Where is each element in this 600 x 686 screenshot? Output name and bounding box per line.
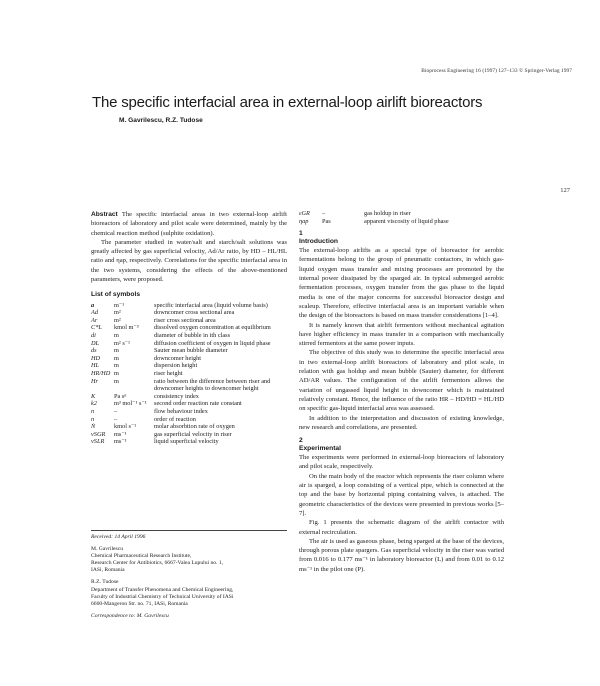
symbol-name: vSLR <box>91 438 105 446</box>
symbol-row <box>299 210 504 218</box>
page-number: 127 <box>560 187 570 194</box>
affiliation-line: Chemical Pharmaceutical Research Institute, <box>91 553 192 560</box>
affiliation-line: IASi, Romania <box>91 567 125 574</box>
symbol-name: n <box>91 415 95 423</box>
symbol-unit: – <box>322 210 326 217</box>
symbol-row <box>91 309 287 317</box>
abstract-label: Abstract <box>91 211 118 218</box>
section-1-title: Introduction <box>299 238 339 246</box>
symbol-unit: m⁻¹ <box>114 301 125 309</box>
exp-para2: On the main body of the reactor which represents the riser column where air is sparged, a loop consisting of a vertical pipe, which is connected at the top and the base by horizontal piping containing valves, is attached. The geometric characteristics of the devices were presented in previous works [5–7]. <box>299 472 504 517</box>
intro-para1: The external-loop airlifts as a special type of bioreactor for aerobic fermentations belong to the group of pneumatic contactors, in which gas-liquid oxygen mass transfer and mixing processes are promoted by the internal power dissipated by the sparged air. In typical submerged aerobic fermentation processes, oxygen transfer from the gas phase to the liquid media is one of the major concerns for successful bioreactor design and scaleup. Therefore, effective interfacial area is an important variable when the design of the bioreactors is based on mass transfer considerations [1–4]. <box>299 247 504 320</box>
symbol-name: Ar <box>91 316 98 324</box>
symbol-name: ds <box>91 347 97 355</box>
symbol-name: K <box>91 392 96 400</box>
section-1-number: 1 <box>299 230 303 238</box>
correspondence: Correspondence to: M. Gavrilescu <box>91 612 169 619</box>
symbol-unit: Pas <box>322 217 331 225</box>
symbol-description: riser height <box>154 370 183 378</box>
symbol-unit: – <box>114 415 118 423</box>
symbol-unit: m³ mol⁻¹ s⁻¹ <box>114 400 147 408</box>
symbol-name: HR/HD <box>91 370 111 378</box>
symbol-row <box>91 317 287 325</box>
symbol-name: Ṅ <box>91 423 96 431</box>
symbol-description: downcomer height <box>154 354 202 362</box>
symbol-description: order of reaction <box>154 415 196 423</box>
journal-citation: Bioprocess Engineering 16 (1997) 127–133 © Springer-Verlag 1997 <box>421 68 572 74</box>
affiliation-line: R.Z. Tudose <box>91 579 119 586</box>
right-column <box>299 210 504 574</box>
symbol-name: ηap <box>299 217 309 225</box>
abstract-para2: The parameter studied in water/salt and starch/salt solutions was greatly affected by gas superficial velocity, Ad/Ar ratio, by HD – HL/HL ratio and ηap, respectively. Correlations for the specific interfacial area in the two systems, considering the effects of the above-mentioned parameters, were proposed. <box>91 238 287 284</box>
symbol-unit: kmol m⁻³ <box>114 324 139 332</box>
symbol-description: riser cross sectional area <box>154 316 216 324</box>
symbol-unit: m <box>114 362 119 370</box>
footnotes <box>91 534 287 620</box>
symbol-description: consistency index <box>154 392 199 400</box>
symbol-row <box>91 324 287 332</box>
symbol-description: Sauter mean bubble diameter <box>154 347 228 355</box>
symbol-name: HD <box>91 354 101 362</box>
symbol-name: C*L <box>91 324 102 332</box>
intro-para3: The objective of this study was to determine the specific interfacial area in two external-loop airlift bioreactors of laboratory and pilot scale, in relation with gas holdup and mean bubble (Sauter) diameter, for different AD/AR values. The configuration of the airlift fermentors allows the variation of ungassed liquid height in downcomer which is maintained relatively constant. Hence, the influence of the ratio HR – HD/HD = HL/HD on specific gas-liquid interfacial area was assessed. <box>299 349 504 413</box>
symbol-unit: – <box>114 407 118 415</box>
symbol-description: downcomer cross sectional area <box>154 309 235 317</box>
symbols-list <box>91 302 287 446</box>
symbol-row <box>299 218 504 226</box>
affiliation-line: Faculty of Industrial Chemistry of Technical University of IASi <box>91 593 234 600</box>
symbol-row <box>91 393 287 401</box>
symbol-name: n <box>91 407 95 415</box>
symbol-row <box>91 408 287 416</box>
symbol-unit: m <box>114 347 119 355</box>
affiliation-line: Research Center for Antibiotics, 6667-Valea Lupului no. 1, <box>91 560 224 567</box>
symbol-description: specific interfacial area (liquid volume basis) <box>154 301 268 309</box>
symbol-name: Ad <box>91 309 98 317</box>
symbol-row <box>91 431 287 439</box>
symbol-unit: m² s⁻¹ <box>114 339 131 347</box>
symbol-description: dissolved oxygen concentration at equilibrium <box>154 324 271 332</box>
section-2-title: Experimental <box>299 445 341 453</box>
symbol-name: Hr <box>91 377 98 385</box>
affiliation-author1 <box>91 546 287 574</box>
symbol-description: second order reaction rate constant <box>154 400 242 408</box>
symbol-unit: m <box>114 370 119 378</box>
symbol-name: k2 <box>91 400 97 408</box>
affiliation-line: 6600-Mangeron Str. no. 71, IASi, Romania <box>91 600 188 607</box>
symbols-title: List of symbols <box>91 291 141 299</box>
symbol-row <box>91 302 287 310</box>
symbol-row <box>91 400 287 408</box>
symbol-description: ratio between the difference between riser and downcomer heights to downcomer height <box>154 377 271 393</box>
symbol-description: gas holdup in riser <box>364 210 411 217</box>
symbol-description: flow behaviour index <box>154 407 208 415</box>
symbol-name: εGR <box>299 210 310 217</box>
exp-para3: Fig. 1 presents the schematic diagram of the airlift contactor with external recirculation. <box>299 519 504 536</box>
paper-authors: M. Gavrilescu, R.Z. Tudose <box>119 117 203 124</box>
symbol-description: dispersion height <box>154 362 198 370</box>
symbol-unit: ms⁻¹ <box>114 430 127 438</box>
symbol-unit: kmol s⁻¹ <box>114 423 137 431</box>
paper-title: The specific interfacial area in external-loop airlift bioreactors <box>92 94 483 111</box>
symbol-description: gas superficial velocity in riser <box>154 430 232 438</box>
affiliation-line: M. Gavrilescu <box>91 546 124 553</box>
symbol-description: diffusion coefficient of oxygen in liquid phase <box>154 339 271 347</box>
symbol-name: HL <box>91 362 100 370</box>
symbol-unit: m² <box>114 316 121 324</box>
footnote-divider <box>91 530 287 531</box>
symbol-unit: ms⁻¹ <box>114 438 127 446</box>
symbol-row <box>91 347 287 355</box>
affiliation-author2 <box>91 579 287 607</box>
symbol-row <box>91 378 287 393</box>
left-column <box>91 210 287 446</box>
symbol-row <box>91 362 287 370</box>
abstract-para1 <box>91 210 287 238</box>
symbol-unit: m <box>114 377 119 385</box>
symbol-row <box>91 370 287 378</box>
exp-para1: The experiments were performed in external-loop bioreactors of laboratory and pilot scale, respectively. <box>299 454 504 471</box>
symbol-unit: m² <box>114 309 121 317</box>
received-date: Received: 14 April 1996 <box>91 534 146 540</box>
symbol-name: a <box>91 301 95 309</box>
symbol-row <box>91 423 287 431</box>
symbol-unit: m <box>114 354 119 362</box>
symbol-name: DL <box>91 339 100 347</box>
section-2-number: 2 <box>299 437 303 445</box>
symbol-row <box>91 355 287 363</box>
symbol-name: di <box>91 332 96 340</box>
symbol-row <box>91 416 287 424</box>
symbols-list-continued <box>299 210 504 225</box>
affiliation-line: Department of Transfer Phenomena and Chemical Engineering, <box>91 586 234 593</box>
symbol-unit: Pa sⁿ <box>114 392 127 400</box>
intro-para2: It is namely known that airlift fermentors without mechanical agitation have higher efficiency in mass transfer in a comparison with mechanically stirred fermentors at the same power inputs. <box>299 321 504 348</box>
symbol-description: apparent viscosity of liquid phase <box>364 217 449 225</box>
symbol-description: liquid superficial velocity <box>154 438 219 446</box>
exp-para4: The air is used as gaseous phase, being sparged at the base of the devices, through porous plate spargers. Gas superficial velocity in the riser was varied from 0.016 to 0.177 ms⁻¹ in laboratory bioreactor (L) and from 0.01 to 0.12 ms⁻¹ in the pilot one (P). <box>299 537 504 573</box>
symbol-name: vSGR <box>91 430 106 438</box>
symbol-description: diameter of bubble in ith class <box>154 332 231 340</box>
symbol-unit: m <box>114 332 119 340</box>
abstract-text1: The specific interfacial areas in two external-loop airlift bioreactors of laboratory and pilot scale were determined, mainly by the chemical reaction method (sulphite oxidation). <box>91 211 288 237</box>
symbol-row <box>91 438 287 446</box>
symbol-row <box>91 340 287 348</box>
symbol-description: molar absorbtion rate of oxygen <box>154 423 235 431</box>
symbol-row <box>91 332 287 340</box>
intro-para4: In addition to the interpretation and discussion of existing knowledge, new research and correlations, are presented. <box>299 414 504 431</box>
